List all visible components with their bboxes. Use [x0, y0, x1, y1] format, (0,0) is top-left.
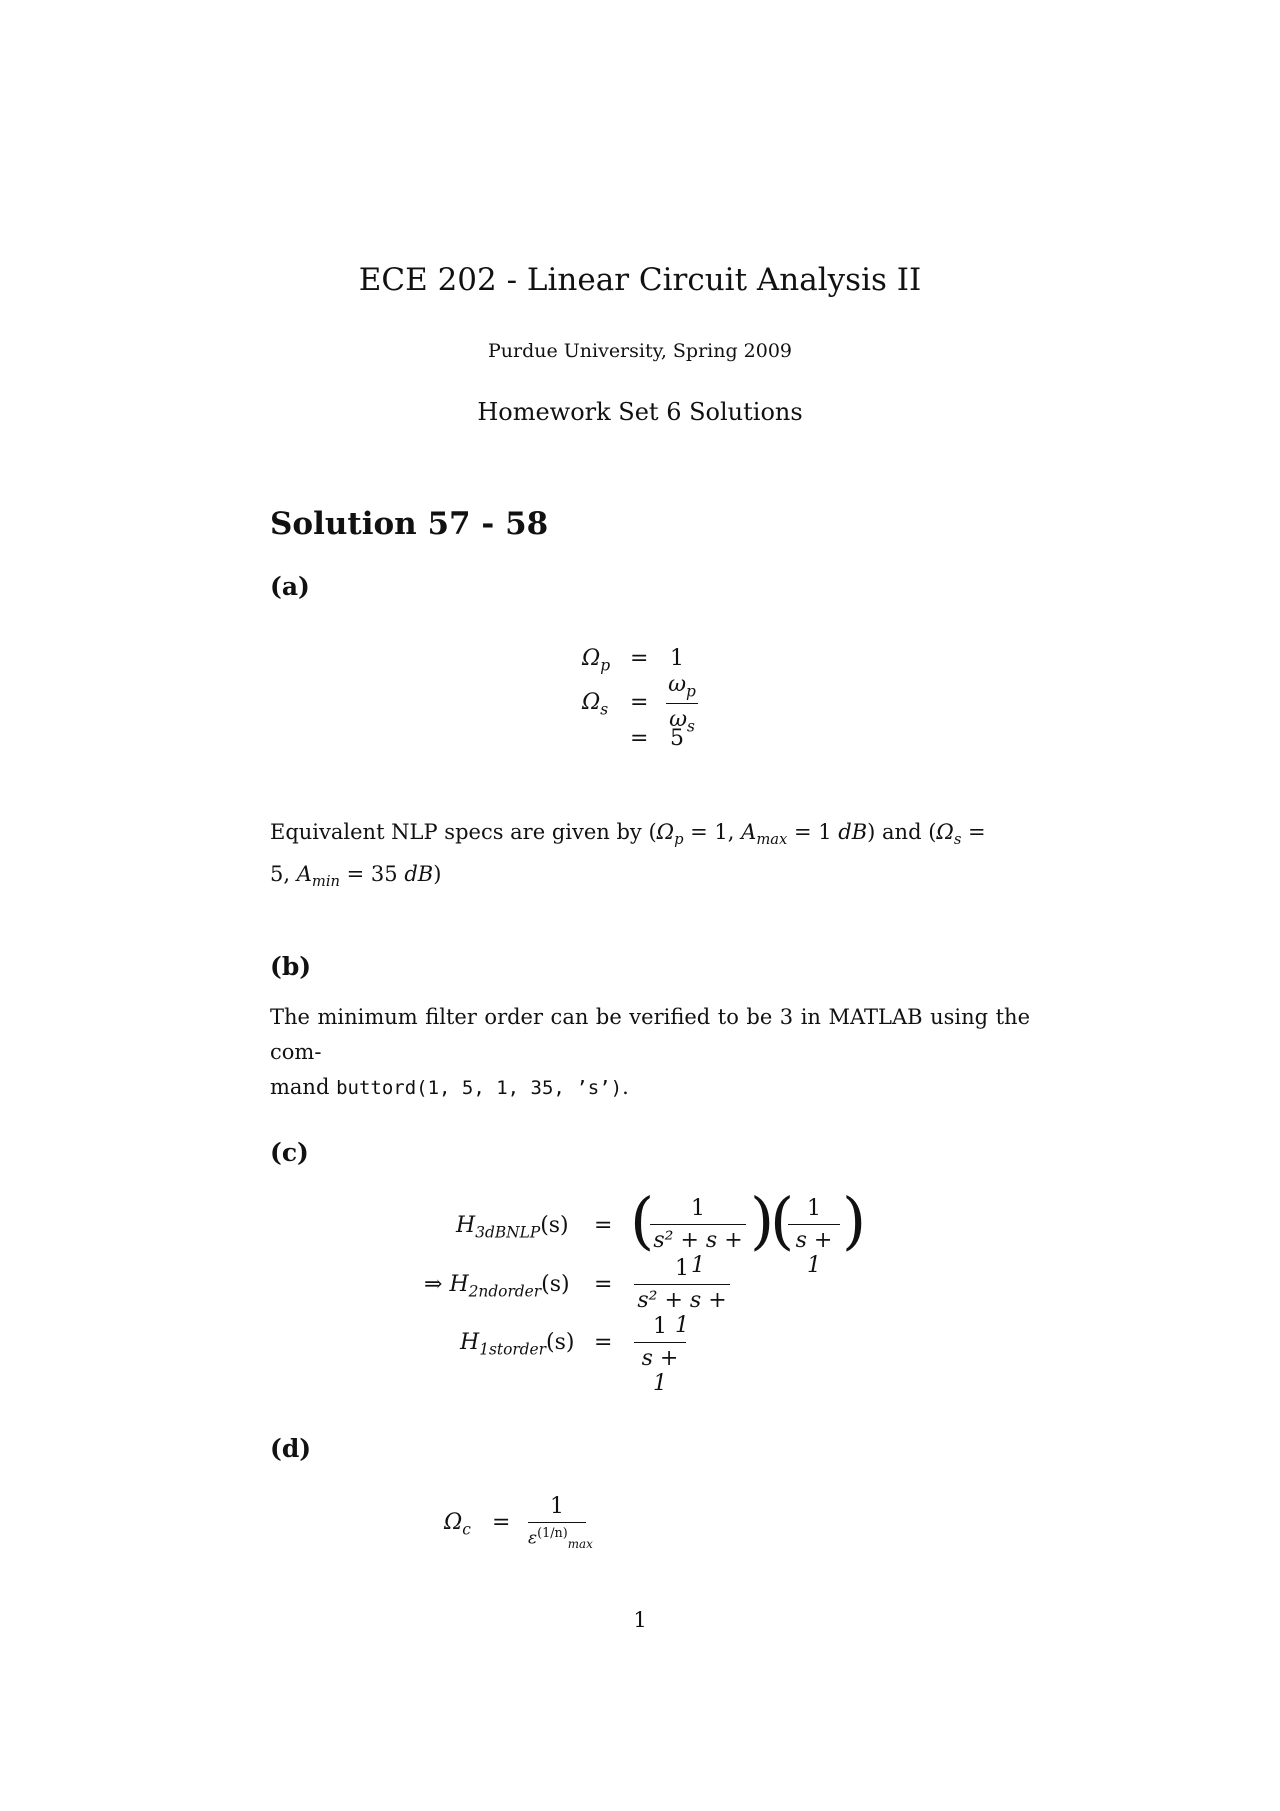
part-a-text: Equivalent NLP specs are given by ($\Omega_p = 1$, $A_{max} = 1$ dB) and ($\Omega_s$ = 5, $A_{min} = 35$ dB) — [270, 820, 986, 891]
eq-c-lhs-3db: $H_{3dBNLP}(s)$ — [456, 1213, 569, 1242]
eq-c-lhs-1st: $H_{1storder}(s)$ — [460, 1330, 575, 1359]
matlab-command: buttord(1, 5, 1, 35, ’s’) — [336, 1077, 623, 1099]
eq-c-first-order: 1 s + 1 — [634, 1314, 686, 1396]
part-b-label: (b) — [270, 952, 312, 981]
eq-d-omega-c: $\Omega_c$ — [444, 1510, 471, 1539]
eq-c-factor-quadratic: 1 s² + s + 1 — [650, 1196, 746, 1278]
part-b-text: The minimum filter order can be verified to be 3 in MATLAB using the com- mand buttord(1, 5, 1, 35, ’s’). — [270, 1005, 1030, 1099]
eq-a-equals-2: = — [630, 690, 649, 715]
eq-a-equals-3: = — [630, 726, 649, 751]
paren-left-2: ( — [770, 1184, 795, 1257]
eq-c-equals-3: = — [594, 1330, 613, 1355]
eq-a-omega-p: $\Omega_p$ — [582, 646, 611, 675]
eq-a-equals-1: = — [630, 646, 649, 671]
part-d-label: (d) — [270, 1434, 312, 1463]
eq-c-lhs-2nd: ⇒ $H_{2ndorder}(s)$ — [424, 1272, 570, 1301]
section-title: Solution 57 - 58 — [270, 506, 549, 542]
part-a-label: (a) — [270, 572, 310, 601]
paren-right-1: ) — [750, 1184, 775, 1257]
eq-c-second-order: 1 s² + s + 1 — [634, 1256, 730, 1338]
paren-left-1: ( — [630, 1184, 655, 1257]
eq-c-equals-2: = — [594, 1272, 613, 1297]
paren-right-2: ) — [842, 1184, 867, 1257]
eq-d-equals: = — [492, 1510, 511, 1535]
eq-a-value-5: 5 — [670, 726, 684, 751]
homework-title: Homework Set 6 Solutions — [477, 398, 803, 426]
part-c-label: (c) — [270, 1138, 309, 1167]
eq-a-value-1: 1 — [670, 646, 684, 671]
eq-c-factor-linear: 1 s + 1 — [788, 1196, 840, 1278]
document-title: ECE 202 - Linear Circuit Analysis II — [358, 262, 922, 298]
eq-c-equals-1: = — [594, 1213, 613, 1238]
eq-a-fraction: $\omega_p$ $\omega_s$ — [666, 672, 698, 736]
eq-a-omega-s: $\Omega_s$ — [582, 690, 609, 719]
page-number: 1 — [633, 1608, 647, 1632]
eq-d-fraction: 1 $\varepsilon^{(1/n)}_{max}$ — [528, 1494, 593, 1552]
institution-line: Purdue University, Spring 2009 — [487, 340, 793, 362]
